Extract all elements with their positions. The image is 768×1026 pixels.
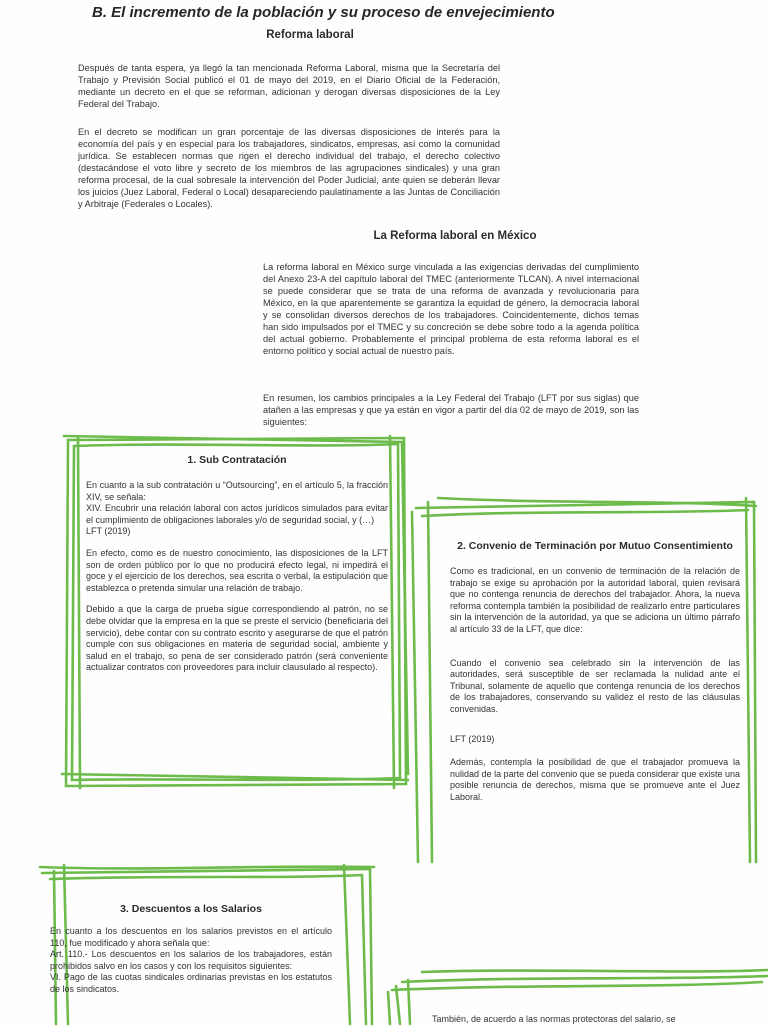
sub-contratacion-paragraph-3: Debido a que la carga de prueba sigue correspondiendo al patrón, no se debe olvidar que la empresa en la que se preste el servicio (beneficiaria del servicio), debe contar con su contrato escrito y asegurarse de que el patrón cumple con sus obligaciones en materia de seguridad social, ambiente y salud en el trabajo, so pena de ser considerado patrón (será conveniente actualizar contratos con proveedores para incluir clausulado al respecto).	[86, 604, 388, 673]
sub-contratacion-paragraph-1: En cuanto a la sub contratación u “Outsourcing”, en el artículo 5, la fracción XIV, se señala:	[86, 480, 388, 502]
convenio-title: 2. Convenio de Terminación por Mutuo Consentimiento	[457, 540, 733, 552]
sub-contratacion-citation: LFT (2019)	[86, 526, 131, 537]
reforma-mexico-title: La Reforma laboral en México	[373, 230, 537, 242]
mexico-paragraph-2: En resumen, los cambios principales a la Ley Federal del Trabajo (LFT por sus siglas) que atañen a las empresas y que ya están en vigor a partir del día 02 de mayo de 2019, son las siguientes:	[263, 393, 639, 427]
sub-contratacion-quote: XIV. Encubrir una relación laboral con actos jurídicos simulados para evitar el cumplimiento de obligaciones laborales y/o de seguridad social, y (…)	[86, 503, 388, 525]
frame-normas-protectoras	[382, 966, 768, 1024]
mexico-paragraph-1: La reforma laboral en México surge vinculada a las exigencias derivadas del cumplimiento del Anexo 23-A del capítulo laboral del TMEC (anteriormente TLCAN). A nivel internacional se puede considerar que se trata de una reforma de avanzada y revolucionaria para México, en la que aparentemente se garantiza la equidad de género, la democracia laboral y se consolidan diversos derechos de los trabajadores. Coincidentemente, dichos temas han sido impulsados por el TMEC y su concreción se debe sobre todo a la agenda política del actual gobierno. Probablemente el principal problema de esta reforma laboral es el entorno político y social actual de nuestro país.	[263, 262, 639, 356]
convenio-paragraph-1: Como es tradicional, en un convenio de terminación de la relación de trabajo se exige su aprobación por la autoridad laboral, quien revisará que no contenga renuncia de derechos del trabajador. Ahora, la nueva reforma contempla también la posibilidad de realizarlo entre particulares sin la intervención de la autoridad, ya que se adiciona un último párrafo al artículo 33 de la LFT, que dice:	[450, 566, 740, 634]
descuentos-title: 3. Descuentos a los Salarios	[120, 903, 262, 915]
convenio-paragraph-2: Además, contempla la posibilidad de que el trabajador promueva la nulidad de la parte del convenio que se pueda considerar que existe una posible renuncia de derechos, misma que se promueve ante el Juez Laboral.	[450, 757, 740, 802]
reforma-paragraph-1: Después de tanta espera, ya llegó la tan mencionada Reforma Laboral, misma que la Secretaría del Trabajo y Previsión Social publicó el 01 de mayo del 2019, en el Diario Oficial de la Federación, mediante un decreto en el que se reforman, adicionan y derogan diversas disposiciones de la Ley Federal del Trabajo.	[78, 63, 500, 109]
descuentos-fraccion-vi: VI. Pago de las cuotas sindicales ordinarias previstas en los estatutos de los sindicatos.	[50, 972, 332, 994]
section-heading: B. El incremento de la población y su proceso de envejecimiento	[92, 4, 555, 21]
convenio-quote: Cuando el convenio sea celebrado sin la intervención de las autoridades, será susceptible de ser reclamada la nulidad ante el Tribunal, solamente de aquello que contenga renuncia de los derechos de los trabajadores, conservando su validez el resto de las cláusulas convenidas.	[450, 657, 740, 714]
frame-sub-contratacion	[62, 436, 408, 788]
sub-contratacion-title: 1. Sub Contratación	[187, 454, 287, 466]
frame-descuentos-salarios	[40, 865, 374, 1024]
sub-contratacion-paragraph-2: En efecto, como es de nuestro conocimiento, las disposiciones de la LFT son de orden público por lo que no producirá efecto legal, ni impedirá el goce y el ejercicio de los derechos, sea escrita o verbal, la estipulación que establezca o pretenda simular una relación de trabajo.	[86, 547, 388, 593]
frame-convenio-terminacion	[408, 498, 758, 862]
reforma-paragraph-2: En el decreto se modifican un gran porcentaje de las diversas disposiciones de interés para la economía del país y en especial para los trabajadores, sindicatos, empresas, así como la comunidad jurídica. Se establecen normas que rigen el derecho individual del trabajo, el derecho colectivo (destacándose el voto libre y secreto de los miembros de las agrupaciones sindicales) y una gran reforma procesal, de la cual sobresale la intervención del Poder Judicial, ante quien se deberán llevar los juicios (Juez Laboral, Federal o Local) desapareciendo paulatinamente a las Juntas de Conciliación y Arbitraje (Federales o Locales).	[78, 127, 500, 209]
descuentos-article-110: Art. 110.- Los descuentos en los salarios de los trabajadores, están prohibidos salvo en los casos y con los requisitos siguientes:	[50, 949, 332, 971]
normas-paragraph-1: También, de acuerdo a las normas protectoras del salario, se	[432, 1014, 676, 1024]
convenio-citation: LFT (2019)	[450, 733, 495, 744]
reforma-laboral-title: Reforma laboral	[266, 29, 354, 41]
descuentos-paragraph-1: En cuanto a los descuentos en los salarios previstos en el artículo 110, fue modificado y ahora señala que:	[50, 926, 332, 948]
